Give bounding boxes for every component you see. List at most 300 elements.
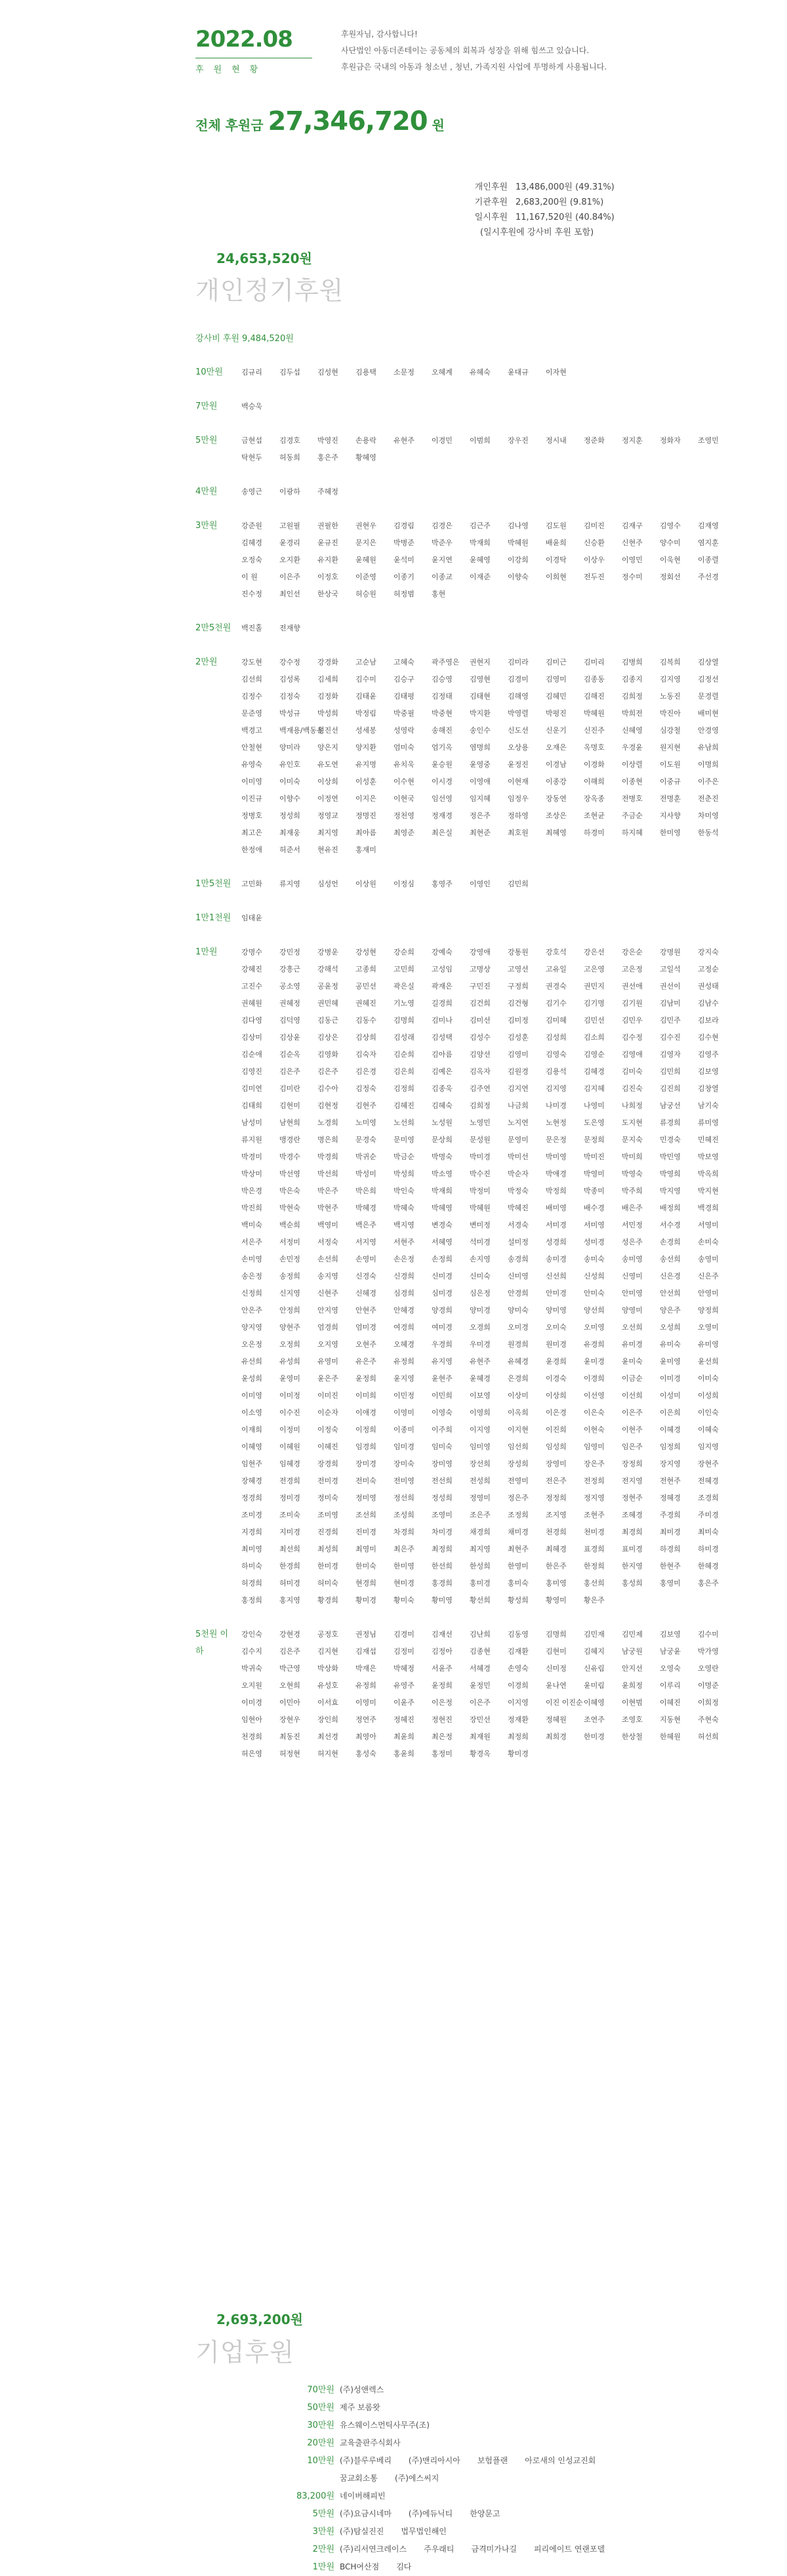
corporate-name: 아로새의 인성교진회 <box>525 2456 596 2465</box>
donor-name: 장옥종 <box>584 794 605 803</box>
summary-label: 기관후원 <box>474 197 508 207</box>
donor-name: 곽주영은 <box>432 658 460 666</box>
donor-name: 정현진 <box>432 1715 453 1724</box>
donor-name: 김현정 <box>317 1101 338 1110</box>
corporate-row <box>282 2452 655 2487</box>
donor-name: 서윤주 <box>432 1664 453 1673</box>
donor-name: 박성미 <box>355 1170 376 1178</box>
donor-name: 탁현두 <box>241 453 262 462</box>
donor-name: 김영미 <box>508 1050 529 1059</box>
donor-name: 조정희 <box>508 1511 529 1519</box>
donor-names <box>241 364 746 381</box>
donor-name: 유남희 <box>698 743 719 752</box>
donor-name: 황선희 <box>470 1596 491 1605</box>
donor-name: 최선경 <box>317 1732 338 1741</box>
corporate-row <box>282 2417 655 2434</box>
donor-name: 강병운 <box>317 948 338 956</box>
donor-name: 도지현 <box>622 1118 643 1127</box>
donor-name: 한경희 <box>279 1562 300 1570</box>
donor-name: 정은주 <box>508 1494 529 1502</box>
donor-name: 남궁선 <box>660 1101 681 1110</box>
donor-name: 허은영 <box>241 1749 262 1758</box>
donor-name: 김종욱 <box>432 1084 453 1093</box>
donor-name: 오정숙 <box>241 556 262 564</box>
donor-name: 조연주 <box>584 1715 605 1724</box>
donor-name: 김재구 <box>622 521 643 530</box>
donor-name: 정은주 <box>470 811 491 820</box>
donor-name: 배미현 <box>698 709 719 718</box>
donor-name: 유도연 <box>317 760 338 769</box>
donor-name: 오미영 <box>584 1323 605 1332</box>
donor-name: 권민혜 <box>317 999 338 1008</box>
donor-name: 박영희 <box>660 1170 681 1178</box>
donor-name: 황은주 <box>584 1596 605 1605</box>
donor-name: 이희현 <box>546 573 567 581</box>
donor-name: 강현경 <box>279 1630 300 1639</box>
total-donation <box>195 106 445 136</box>
donor-name: 김복희 <box>660 658 681 666</box>
donor-name: 박미희 <box>622 1153 643 1161</box>
donor-name: 최현준 <box>470 828 491 837</box>
donor-name: 오미경 <box>508 1323 529 1332</box>
donor-name: 장동연 <box>546 794 567 803</box>
donor-name: 김성훈 <box>508 1033 529 1042</box>
donor-name: 박혜진 <box>508 1204 529 1212</box>
donor-name: 우경윤 <box>622 743 643 752</box>
donor-name: 최선희 <box>279 1545 300 1553</box>
donor-name: 이범희 <box>470 436 491 445</box>
donor-name: 유정희 <box>394 1357 414 1366</box>
donor-name: 고순남 <box>355 658 376 666</box>
donor-group <box>195 944 746 1609</box>
donor-name: 신영미 <box>622 1272 643 1280</box>
donor-name: 박진희 <box>241 1204 262 1212</box>
donor-name: 박영미 <box>584 1170 605 1178</box>
donor-name: 차경희 <box>394 1528 414 1536</box>
donor-name: 홍성숙 <box>355 1749 376 1758</box>
donor-name: 심성언 <box>317 880 338 888</box>
donor-name: 김해진 <box>584 692 605 701</box>
donor-name: 신선희 <box>546 1272 567 1280</box>
donor-name: 윤혜원 <box>355 556 376 564</box>
donor-name: 김세희 <box>317 675 338 684</box>
donor-name: 고일석 <box>660 965 681 973</box>
donor-name: 최지영 <box>470 1545 491 1553</box>
donor-name: 김규리 <box>241 368 262 377</box>
donor-name: 양지환 <box>355 743 376 752</box>
donor-name: 장영미 <box>546 1460 567 1468</box>
donor-name: 박애경 <box>546 1170 567 1178</box>
donor-name: 이정연 <box>317 794 338 803</box>
donor-name: 서은주 <box>241 1238 262 1246</box>
donor-name: 이현주 <box>622 1425 643 1434</box>
donor-name: 이인숙 <box>698 1408 719 1417</box>
donor-name: 안미경 <box>546 1289 567 1298</box>
corporate-names <box>340 2399 655 2417</box>
donor-name: 박은숙 <box>279 1187 300 1195</box>
donor-name: 김미리 <box>584 658 605 666</box>
donor-name: 진미경 <box>355 1528 376 1536</box>
donor-name: 정회선 <box>660 573 681 581</box>
donor-name: 노성원 <box>432 1118 453 1127</box>
donor-name: 이현숙 <box>584 1425 605 1434</box>
donor-name: 김미정 <box>508 1016 529 1025</box>
donor-name: 오성희 <box>660 1323 681 1332</box>
donor-name: 강호석 <box>546 948 567 956</box>
donor-name: 김승구 <box>394 675 414 684</box>
donor-name: 한미영 <box>394 1562 414 1570</box>
donor-name: 고은정 <box>622 965 643 973</box>
donor-name: 전병호 <box>622 794 643 803</box>
donor-name: 김주연 <box>470 1084 491 1093</box>
corporate-names <box>340 2558 655 2576</box>
corporate-name: 금격미가나길 <box>471 2545 517 2554</box>
donor-name: 박성규 <box>279 709 300 718</box>
donor-name: 박재은 <box>355 1664 376 1673</box>
donor-name: 성경희 <box>546 1238 567 1246</box>
donor-name: 강은순 <box>622 948 643 956</box>
donor-name: 윤정진 <box>508 760 529 769</box>
donor-name: 윤미영 <box>660 1357 681 1366</box>
donor-name: 강수정 <box>279 658 300 666</box>
donor-name: 조미숙 <box>279 1511 300 1519</box>
donor-name: 조은주 <box>470 1511 491 1519</box>
donor-names <box>241 620 746 637</box>
donor-name: 이혜진 <box>660 1698 681 1707</box>
corporate-names <box>340 2434 655 2452</box>
donor-name: 김보라 <box>698 1016 719 1025</box>
total-value: 27,346,720 <box>268 106 428 136</box>
donor-names <box>241 944 746 1609</box>
donor-name: 이상희 <box>546 1391 567 1400</box>
donor-name: 이종강 <box>546 777 567 786</box>
donor-name: 이정호 <box>317 573 338 581</box>
donor-name: 정병호 <box>241 811 262 820</box>
donor-name: 임은주 <box>622 1442 643 1451</box>
donor-names <box>241 876 746 893</box>
donor-name: 윤승원 <box>432 760 453 769</box>
donor-name: 김정아 <box>432 1647 453 1656</box>
donor-name: 노경희 <box>317 1118 338 1127</box>
donor-name: 이명준 <box>698 1681 719 1690</box>
donor-name: 이선희 <box>622 1391 643 1400</box>
donor-name: 현유진 <box>317 846 338 854</box>
donor-name: 장성희 <box>508 1460 529 1468</box>
donor-name: 이명희 <box>698 760 719 769</box>
donor-name: 김민선 <box>584 1016 605 1025</box>
donor-name: 박정림 <box>355 709 376 718</box>
donor-name: 심경희 <box>394 1289 414 1298</box>
donor-name: 권현우 <box>355 521 376 530</box>
corporate-row-label: 30만원 <box>307 2421 334 2430</box>
donor-name: 장선희 <box>470 1460 491 1468</box>
corporate-name: (주)에듀닉티 <box>408 2509 453 2518</box>
donor-name: 윤혜영 <box>470 556 491 564</box>
donor-name: 송영근 <box>241 487 262 496</box>
donor-name: 심강철 <box>660 726 681 735</box>
donor-name: 문지숙 <box>622 1135 643 1144</box>
donor-name: 박혜원 <box>584 709 605 718</box>
donor-name: 김동근 <box>317 1016 338 1025</box>
donor-name: 이해희 <box>584 777 605 786</box>
corporate-name: (주)블루루베리 <box>340 2456 392 2465</box>
donor-name: 김건형 <box>508 999 529 1008</box>
donor-name: 백승욱 <box>241 402 262 411</box>
donor-group <box>195 364 746 381</box>
donor-name: 전춘진 <box>698 794 719 803</box>
donor-name: 박경희 <box>317 1153 338 1161</box>
donor-name: 김예은 <box>432 1067 453 1076</box>
donor-name: 박병준 <box>394 539 414 547</box>
donor-name: 이영숙 <box>432 1408 453 1417</box>
donor-name: 김상열 <box>698 658 719 666</box>
donor-name: 정영교 <box>317 811 338 820</box>
donor-name: 박혜원 <box>470 1204 491 1212</box>
donor-name: 송정희 <box>279 1272 300 1280</box>
donor-name: 신운기 <box>546 726 567 735</box>
donor-group-label: 1만5천원 <box>195 879 232 889</box>
donor-name: 박선영 <box>279 1170 300 1178</box>
donor-name: 맹경란 <box>279 1135 300 1144</box>
donor-name: 강통원 <box>508 948 529 956</box>
donor-name: 장미경 <box>355 1460 376 1468</box>
donor-name: 한은주 <box>546 1562 567 1570</box>
donor-name: 안영미 <box>698 1289 719 1298</box>
thanks-line: 후원자님, 감사합니다! <box>341 30 418 39</box>
donor-name: 조혜경 <box>622 1511 643 1519</box>
donor-name: 김동영 <box>508 1630 529 1639</box>
corporate-names <box>340 2523 655 2541</box>
donor-name: 김민재 <box>584 1630 605 1639</box>
corporate-names <box>340 2505 655 2523</box>
donor-name: 신현주 <box>622 539 643 547</box>
corporate-row <box>282 2558 655 2576</box>
donor-name: 박소영 <box>432 1170 453 1178</box>
corporate-names <box>340 2487 655 2505</box>
individual-title: 개인정기후원 <box>195 276 344 305</box>
corporate-name: (주)리서연크레이스 <box>340 2545 407 2554</box>
donor-name: 김정수 <box>241 692 262 701</box>
donor-name: 김정선 <box>698 675 719 684</box>
donor-name: 유혜경 <box>508 1357 529 1366</box>
corporate-names <box>340 2452 655 2487</box>
donor-name: 장미영 <box>432 1460 453 1468</box>
donor-name: 양선희 <box>584 1306 605 1315</box>
donor-names <box>241 518 746 603</box>
donor-name: 박경미 <box>241 1153 262 1161</box>
donor-name: 한지영 <box>622 1562 643 1570</box>
donor-name: 이선영 <box>584 1391 605 1400</box>
donor-name: 김지영 <box>546 1084 567 1093</box>
donor-name: 김미혜 <box>546 1016 567 1025</box>
donor-name: 김옥자 <box>470 1067 491 1076</box>
corporate-row <box>282 2523 655 2541</box>
donor-name: 김태윤 <box>355 692 376 701</box>
donor-name: 윤규진 <box>317 539 338 547</box>
donor-name: 김경림 <box>394 521 414 530</box>
donor-name: 정시내 <box>546 436 567 445</box>
donor-name: 전경희 <box>279 1477 300 1485</box>
donor-name: 양은지 <box>317 743 338 752</box>
donor-name: 이광하 <box>279 487 300 496</box>
donor-name: 정영미 <box>470 1494 491 1502</box>
donor-name: 김승영 <box>432 675 453 684</box>
donor-name: 안은주 <box>241 1306 262 1315</box>
donor-name: 문지은 <box>355 539 376 547</box>
donor-name: 신성희 <box>584 1272 605 1280</box>
corporate-row <box>282 2434 655 2452</box>
donor-name: 유현주 <box>470 1357 491 1366</box>
donor-name: 이금순 <box>622 1374 643 1383</box>
donor-name: 이혜원 <box>279 1442 300 1451</box>
donor-group-label: 1만원 <box>195 947 218 957</box>
donor-name: 채경희 <box>470 1528 491 1536</box>
donor-name: 정천영 <box>394 811 414 820</box>
donor-name: 서경숙 <box>508 1221 529 1229</box>
donor-name: 한정애 <box>241 846 262 854</box>
donor-name: 이향숙 <box>508 573 529 581</box>
donor-name: 백영미 <box>317 1221 338 1229</box>
donor-name: 김영주 <box>698 1050 719 1059</box>
donation-summary <box>429 180 615 240</box>
donor-name: 유영미 <box>317 1357 338 1366</box>
donor-name: 김동수 <box>355 1016 376 1025</box>
donor-name: 이진규 <box>241 794 262 803</box>
donor-name: 김현미 <box>279 1101 300 1110</box>
donor-name: 임혜경 <box>279 1460 300 1468</box>
donor-name: 김상미 <box>241 1033 262 1042</box>
donor-name: 조영미 <box>432 1511 453 1519</box>
donor-name: 유미숙 <box>660 1340 681 1349</box>
donor-name: 이민희 <box>432 1391 453 1400</box>
corporate-names <box>340 2417 655 2434</box>
corporate-donor-list <box>282 2381 655 2576</box>
donor-name: 오경희 <box>470 1323 491 1332</box>
donor-name: 심은정 <box>470 1289 491 1298</box>
donor-name: 김영애 <box>622 1050 643 1059</box>
donor-name: 윤나연 <box>546 1681 567 1690</box>
donor-name: 허미경 <box>279 1579 300 1587</box>
donor-name: 전영미 <box>508 1477 529 1485</box>
corporate-row <box>282 2399 655 2417</box>
donor-name: 김지영 <box>660 675 681 684</box>
donor-name: 박민영 <box>660 1153 681 1161</box>
donor-name: 신승환 <box>584 539 605 547</box>
donor-name: 강해석 <box>317 965 338 973</box>
donor-name: 우미경 <box>470 1340 491 1349</box>
donor-name: 손미숙 <box>698 1238 719 1246</box>
donor-name: 문정희 <box>584 1135 605 1144</box>
donor-name: 김순희 <box>394 1050 414 1059</box>
donor-name: 류지영 <box>279 880 300 888</box>
donor-name: 이상렬 <box>622 760 643 769</box>
donor-name: 배정희 <box>660 1204 681 1212</box>
donor-name: 이지영 <box>508 1698 529 1707</box>
donor-name: 한혜경 <box>698 1562 719 1570</box>
donor-name: 김남수 <box>698 999 719 1008</box>
donor-name: 김희정 <box>470 1101 491 1110</box>
donor-name: 강예숙 <box>432 948 453 956</box>
donor-name: 이중규 <box>660 777 681 786</box>
donor-name: 김다영 <box>241 1016 262 1025</box>
donor-name: 박경수 <box>279 1153 300 1161</box>
donor-name: 김미란 <box>279 1084 300 1093</box>
corporate-row-label: 50만원 <box>307 2403 334 2413</box>
corporate-row-label: 5만원 <box>312 2509 334 2519</box>
donor-name: 박미영 <box>546 1153 567 1161</box>
donor-name: 송미숙 <box>584 1255 605 1263</box>
corporate-row <box>282 2505 655 2523</box>
donor-name: 최재원 <box>470 1732 491 1741</box>
lecture-fee-note: 강사비 후원 9,484,520원 <box>195 334 294 344</box>
donor-name: 황미경 <box>355 1596 376 1605</box>
donor-name: 장인희 <box>317 1715 338 1724</box>
donor-name: 주혜정 <box>317 487 338 496</box>
donor-name: 최현주 <box>508 1545 529 1553</box>
donor-name: 김정숙 <box>355 1084 376 1093</box>
donor-name: 백진홀 <box>241 624 262 632</box>
donor-name: 유성호 <box>317 1681 338 1690</box>
donor-name: 나영미 <box>584 1101 605 1110</box>
donor-name: 김기수 <box>546 999 567 1008</box>
donor-name: 이성미 <box>660 1391 681 1400</box>
corporate-name: 보험플랜 <box>477 2456 508 2465</box>
donor-name: 신유림 <box>584 1664 605 1673</box>
donor-name: 홍미영 <box>546 1579 567 1587</box>
donor-name: 최희경 <box>546 1732 567 1741</box>
donor-name: 옥명호 <box>584 743 605 752</box>
donor-name: 김선희 <box>241 675 262 684</box>
donor-name: 홍은주 <box>698 1579 719 1587</box>
donor-name: 이종현 <box>622 777 643 786</box>
donor-name: 백지영 <box>394 1221 414 1229</box>
donor-name: 임정우 <box>508 794 529 803</box>
donor-name: 오지환 <box>279 556 300 564</box>
donor-name: 오선희 <box>622 1323 643 1332</box>
donor-name: 윤선희 <box>698 1357 719 1366</box>
donor-name: 홍재미 <box>355 846 376 854</box>
donor-name: 이영애 <box>470 777 491 786</box>
donor-name: 최영미 <box>355 1545 376 1553</box>
donor-name: 박은경 <box>241 1187 262 1195</box>
corporate-name: 유스웨이스먼틱사무주(조) <box>340 2421 430 2430</box>
donor-name: 노영민 <box>470 1118 491 1127</box>
donor-name: 공윤정 <box>317 982 338 991</box>
corporate-name: 네이버해피빈 <box>340 2491 386 2501</box>
donor-name: 이은숙 <box>584 1408 605 1417</box>
donor-name: 이혜영 <box>241 1442 262 1451</box>
donor-name: 이진희 <box>546 1425 567 1434</box>
donor-name: 엄경희 <box>317 1323 338 1332</box>
donor-name: 이상원 <box>355 880 376 888</box>
donor-name: 김민희 <box>660 1067 681 1076</box>
donor-name: 서미영 <box>584 1221 605 1229</box>
donor-name: 김혜경 <box>584 1067 605 1076</box>
donor-group-label: 5만원 <box>195 436 218 445</box>
donor-name: 유치욱 <box>394 760 414 769</box>
donor-name: 윤미림 <box>584 1681 605 1690</box>
donor-name: 안지영 <box>317 1306 338 1315</box>
donor-name: 김은주 <box>279 1647 300 1656</box>
donor-group <box>195 910 746 927</box>
donor-name: 강성현 <box>355 948 376 956</box>
donor-name: 최미숙 <box>698 1528 719 1536</box>
donor-name: 임미숙 <box>432 1442 453 1451</box>
summary-row <box>429 180 615 195</box>
donor-name: 박진아 <box>660 709 681 718</box>
donor-name: 박중필 <box>394 709 414 718</box>
donor-name: 조지영 <box>546 1511 567 1519</box>
